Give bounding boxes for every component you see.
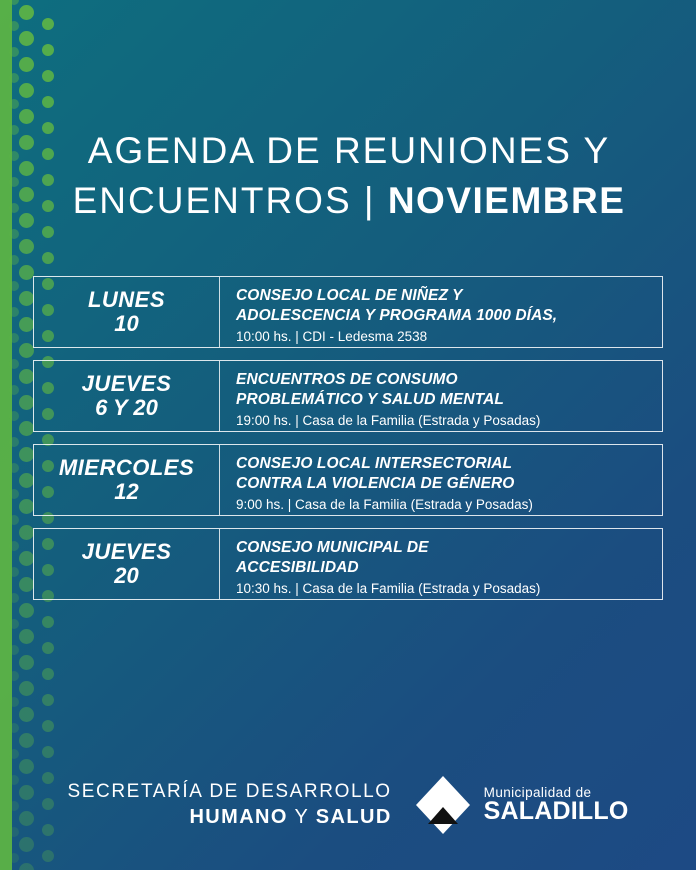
event-headline-line-1: CONSEJO LOCAL INTERSECTORIAL [236,455,513,472]
event-body [220,445,662,515]
event-day-number: 20 [114,562,139,588]
logo-line-1: Municipalidad de [483,784,592,800]
municipality-logo [414,774,629,836]
list-item [33,528,663,600]
department-line-2 [67,804,391,831]
footer [0,774,696,836]
event-body [220,361,662,431]
event-body [220,277,662,347]
event-date [34,529,220,599]
department-line-2-bold-2: SALUD [315,806,392,829]
event-day-number: 6 Y 20 [95,394,158,420]
event-date [34,277,220,347]
event-headline-line-2: ACCESIBILIDAD [236,558,359,576]
title-line-2 [34,176,664,226]
event-day-name: LUNES [87,286,166,312]
event-headline-line-2: ADOLESCENCIA Y PROGRAMA 1000 DÍAS, [236,306,558,324]
event-body [220,529,662,599]
event-day-name: JUEVES [81,370,172,396]
event-day-name: MIERCOLES [58,454,195,480]
logo-line-2: SALADILLO [483,797,629,826]
event-date [34,361,220,431]
department-line-1: SECRETARÍA DE DESARROLLO [67,780,392,802]
event-date [34,445,220,515]
event-details: 19:00 hs. | Casa de la Familia (Estrada y Posadas) [236,413,541,429]
event-details: 10:30 hs. | Casa de la Familia (Estrada y Posadas) [236,581,541,597]
department-line-2-bold: HUMANO [189,806,288,829]
event-day-number: 10 [114,310,139,336]
event-day-number: 12 [114,478,139,504]
logo-wordmark [484,786,629,825]
department-line-2-light: Y [287,806,316,829]
department-name [67,779,391,832]
title-month: NOVIEMBRE [387,179,626,221]
event-headline-line-2: PROBLEMÁTICO Y SALUD MENTAL [236,390,504,408]
list-item [33,276,663,348]
event-details: 9:00 hs. | Casa de la Familia (Estrada y Posadas) [236,497,533,513]
title-line-2-light: ENCUENTROS | [72,179,388,221]
list-item [33,444,663,516]
event-headline-line-1: ENCUENTROS DE CONSUMO [236,371,458,388]
saladillo-emblem-icon [414,774,472,836]
event-headline-line-2: CONTRA LA VIOLENCIA DE GÉNERO [236,474,515,492]
page-title [34,126,664,226]
event-headline-line-1: CONSEJO LOCAL DE NIÑEZ Y [236,287,463,304]
event-details: 10:00 hs. | CDI - Ledesma 2538 [236,329,428,345]
event-headline-line-1: CONSEJO MUNICIPAL DE [236,539,429,556]
title-line-1: AGENDA DE REUNIONES Y [87,130,611,171]
list-item [33,360,663,432]
event-list [33,276,663,612]
event-day-name: JUEVES [81,538,172,564]
